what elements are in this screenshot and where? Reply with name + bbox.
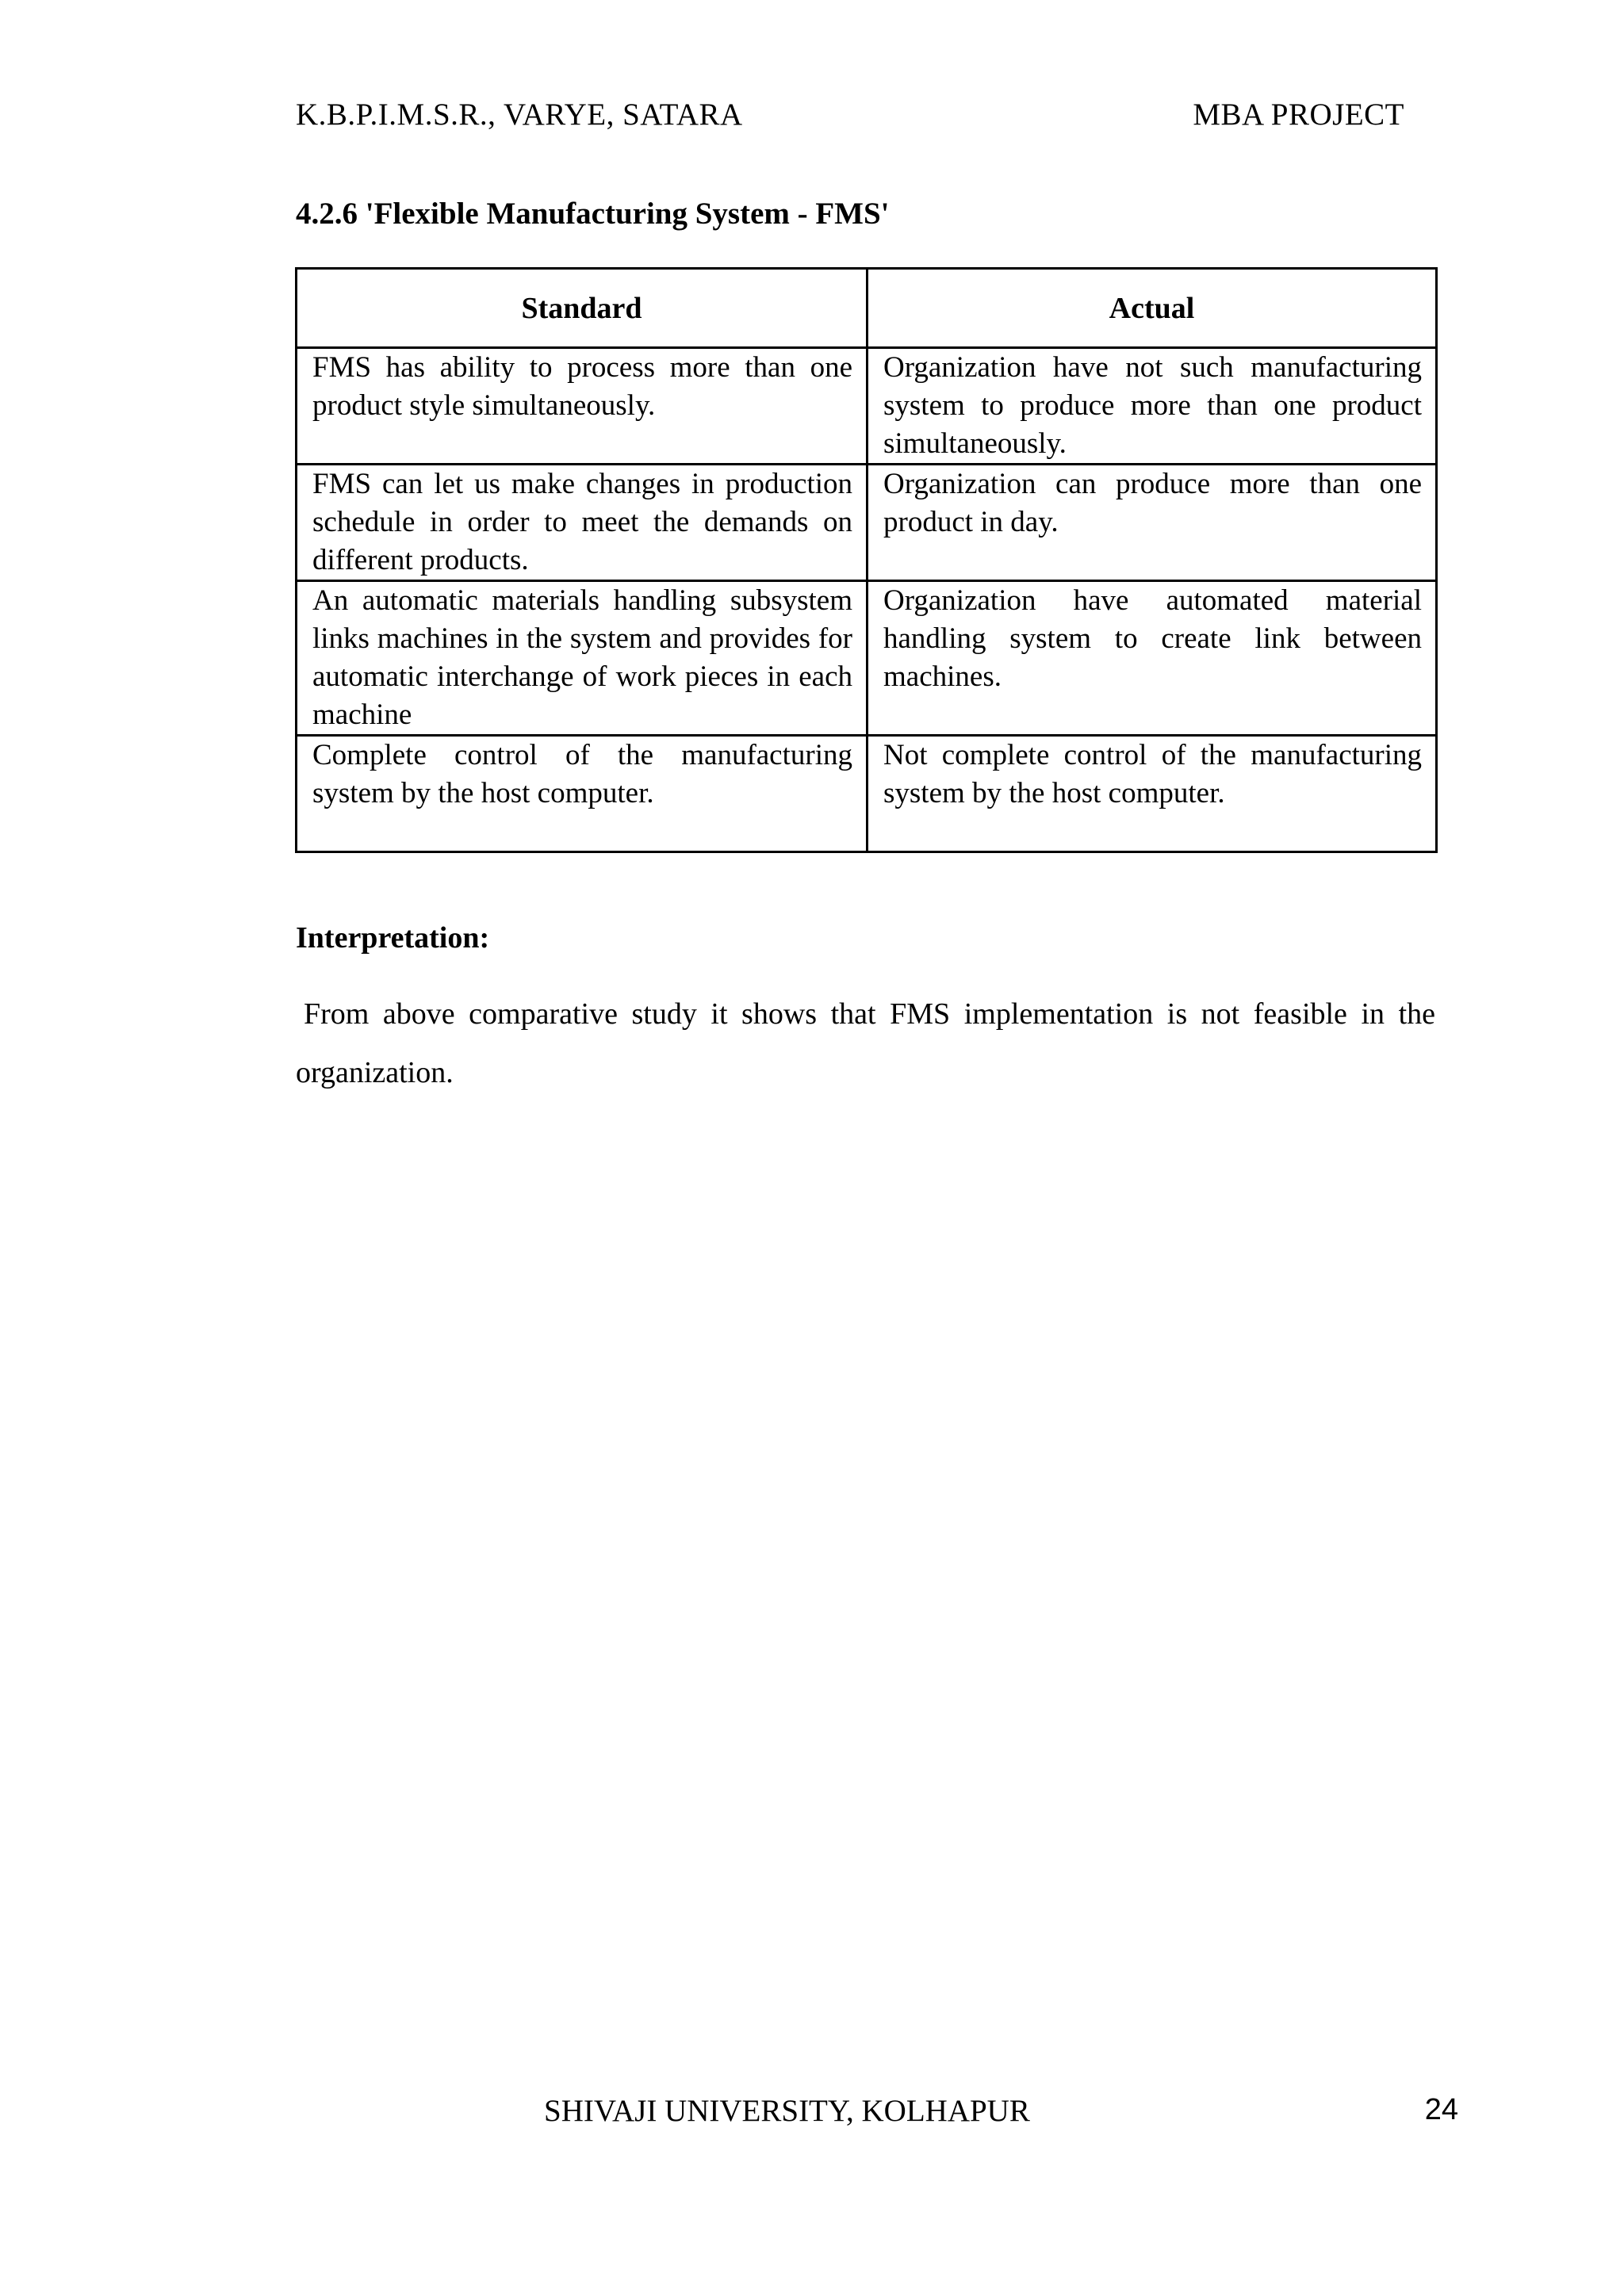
standard-cell: FMS can let us make changes in production schedule in order to meet the demands on different products.	[297, 465, 868, 581]
table-header-row	[297, 269, 1437, 348]
comparison-table	[295, 267, 1438, 853]
interpretation-heading: Interpretation:	[296, 921, 490, 955]
actual-cell: Organization have not such manufacturing system to produce more than one product simultaneously.	[868, 348, 1437, 465]
page-number: 24	[1424, 2093, 1458, 2126]
standard-cell: An automatic materials handling subsystem links machines in the system and provides for automatic interchange of work pieces in each machine	[297, 581, 868, 736]
header-institution: K.B.P.I.M.S.R., VARYE, SATARA	[296, 98, 743, 132]
header-project-label: MBA PROJECT	[1193, 98, 1404, 132]
actual-cell: Not complete control of the manufacturing system by the host computer.	[868, 736, 1437, 852]
footer-university: SHIVAJI UNIVERSITY, KOLHAPUR	[544, 2094, 1030, 2128]
actual-cell: Organization have automated material handling system to create link between machines.	[868, 581, 1437, 736]
table-row	[297, 465, 1437, 581]
interpretation-paragraph: From above comparative study it shows that FMS implementation is not feasible in the organization.	[296, 997, 1435, 1089]
table-row	[297, 348, 1437, 465]
actual-cell: Organization can produce more than one product in day.	[868, 465, 1437, 581]
column-header-actual: Actual	[868, 269, 1437, 348]
column-header-standard: Standard	[297, 269, 868, 348]
standard-cell: Complete control of the manufacturing system by the host computer.	[297, 736, 868, 852]
table-row	[297, 581, 1437, 736]
standard-cell: FMS has ability to process more than one product style simultaneously.	[297, 348, 868, 465]
table-row	[297, 736, 1437, 852]
section-title: 4.2.6 'Flexible Manufacturing System - FMS'	[296, 197, 890, 231]
